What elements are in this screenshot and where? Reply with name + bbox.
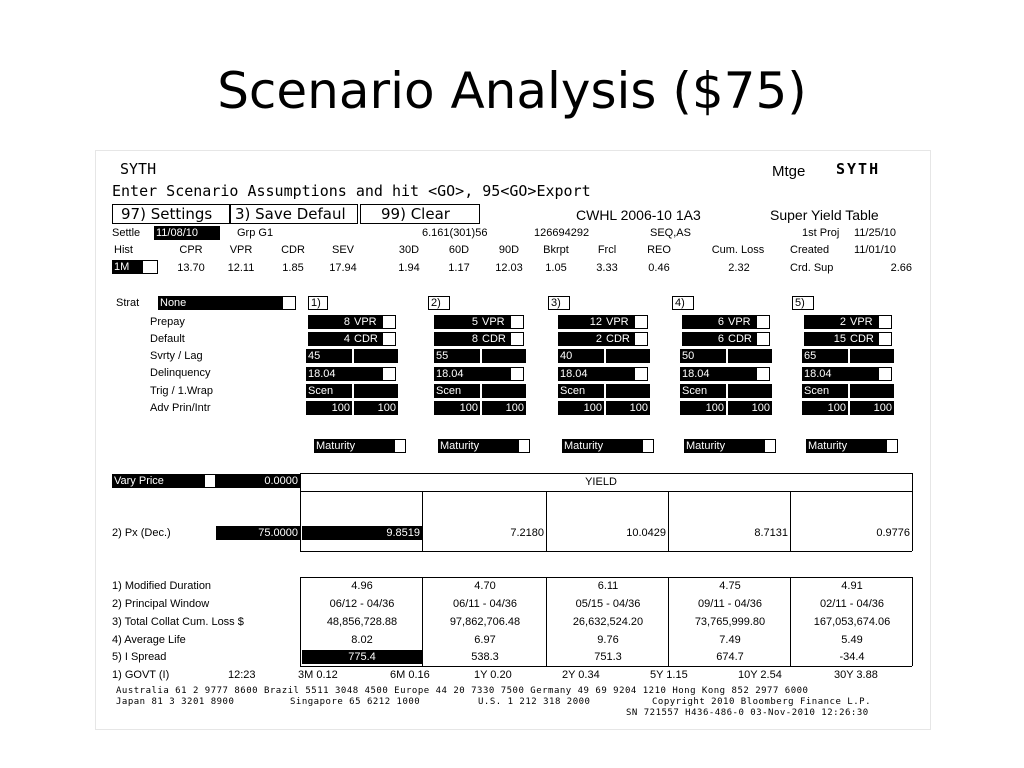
- crd-sup-label: Crd. Sup: [790, 262, 834, 274]
- metric-value: 26,632,524.20: [572, 616, 644, 628]
- clear-button[interactable]: 99) Clear: [360, 204, 480, 224]
- hist-value: 12.11: [227, 262, 255, 274]
- metric-value: 02/11 - 04/36: [819, 598, 884, 610]
- metric-value: 09/11 - 04/36: [697, 598, 762, 610]
- metrics-grid-line: [300, 577, 301, 666]
- row-label-default: Default: [150, 333, 185, 345]
- scenario-5-default-dropdown[interactable]: [878, 332, 892, 346]
- scenario-3-number[interactable]: 3): [548, 296, 570, 310]
- scenario-4-default-dropdown[interactable]: [756, 332, 770, 346]
- scenario-4-number[interactable]: 4): [672, 296, 694, 310]
- govt-point: 30Y 3.88: [834, 669, 878, 681]
- deal-name: CWHL 2006-10 1A3: [576, 207, 701, 223]
- scenario-3-default-unit[interactable]: CDR: [604, 332, 634, 346]
- metric-value: 4.96: [351, 580, 373, 592]
- scenario-5-trigger[interactable]: Scen: [802, 384, 848, 398]
- created-date: 11/01/10: [854, 244, 897, 256]
- scenario-4-default-unit[interactable]: CDR: [726, 332, 756, 346]
- scenario-1-trigger[interactable]: Scen: [306, 384, 352, 398]
- hist-period-dropdown[interactable]: [142, 260, 158, 274]
- hist-header: CPR: [179, 244, 203, 256]
- field-a: 6.161(301)56: [422, 227, 488, 239]
- hist-value: 12.03: [495, 262, 523, 274]
- metric-value: 06/12 - 04/36: [329, 598, 395, 610]
- yield-value-scenario-5: 0.9776: [876, 527, 910, 539]
- scenario-2-adv-intr[interactable]: 100: [482, 401, 526, 415]
- metric-value: 6.11: [597, 580, 619, 592]
- metric-value: 4.91: [841, 580, 863, 592]
- scenario-5-delinquency[interactable]: 18.04: [802, 367, 878, 381]
- hist-value: 1.05: [545, 262, 567, 274]
- scenario-3-default[interactable]: 2: [558, 332, 604, 346]
- hist-value: 13.70: [177, 262, 205, 274]
- hist-value: 1.94: [398, 262, 420, 274]
- metric-value: 48,856,728.88: [326, 616, 398, 628]
- footer-contacts: Australia 61 2 9777 8600 Brazil 5511 3048 4500 Europe 44 20 7330 7500 Germany 49 69 9204 1210 Hong Kong 852 2977 6000: [116, 686, 809, 696]
- scenario-2-lag[interactable]: [482, 349, 526, 363]
- hist-value: 17.94: [329, 262, 357, 274]
- scenario-5-maturity-dropdown[interactable]: [886, 439, 898, 453]
- yield-grid-line: [546, 491, 547, 551]
- govt-point: 10Y 2.54: [738, 669, 782, 681]
- crd-sup-value: 2.66: [890, 262, 912, 274]
- footer-serial: SN 721557 H436-486-0 03-Nov-2010 12:26:30: [626, 708, 869, 718]
- metric-label[interactable]: 2) Principal Window: [112, 598, 210, 610]
- metric-value: 4.75: [719, 580, 741, 592]
- scenario-5-default[interactable]: 15: [804, 332, 848, 346]
- yield-grid-line: [300, 551, 912, 552]
- scenario-1-wrap[interactable]: [354, 384, 398, 398]
- scenario-2-delinquency[interactable]: 18.04: [434, 367, 510, 381]
- yield-grid-line: [668, 491, 669, 551]
- hist-value: 3.33: [596, 262, 618, 274]
- metric-label[interactable]: 1) Modified Duration: [112, 580, 212, 592]
- scenario-1-number[interactable]: 1): [308, 296, 328, 310]
- govt-point: 3M 0.12: [298, 669, 338, 681]
- price-label: 2) Px (Dec.): [112, 527, 171, 539]
- scenario-3-default-dropdown[interactable]: [634, 332, 648, 346]
- govt-label[interactable]: 1) GOVT (I): [112, 669, 170, 681]
- hist-period-field[interactable]: 1M: [112, 260, 142, 274]
- yield-header: YIELD: [585, 476, 617, 488]
- metrics-grid-line: [546, 577, 547, 666]
- metric-value: -34.4: [839, 651, 865, 663]
- save-default-button[interactable]: 3) Save Defaul: [230, 204, 358, 224]
- scenario-4-lag[interactable]: [728, 349, 772, 363]
- scenario-4-maturity-dropdown[interactable]: [764, 439, 776, 453]
- hist-header: 60D: [448, 244, 470, 256]
- instruction-text: Enter Scenario Assumptions and hit <GO>, 95<GO>Export: [112, 182, 591, 200]
- scenario-2-maturity[interactable]: Maturity: [438, 439, 518, 453]
- field-c: SEQ,AS: [650, 227, 691, 239]
- strat-dropdown-arrow[interactable]: [282, 296, 296, 310]
- yield-grid-line: [912, 473, 913, 551]
- scenario-5-prepay[interactable]: 2: [804, 315, 848, 329]
- metric-label[interactable]: 3) Total Collat Cum. Loss $: [112, 616, 244, 628]
- yield-grid-line: [422, 491, 423, 551]
- scenario-1-severity[interactable]: 45: [306, 349, 352, 363]
- scenario-4-trigger[interactable]: Scen: [680, 384, 726, 398]
- scenario-2-default-unit[interactable]: CDR: [480, 332, 510, 346]
- scenario-2-trigger[interactable]: Scen: [434, 384, 480, 398]
- yield-value-scenario-3: 10.0429: [626, 527, 666, 539]
- price-input[interactable]: 75.0000: [216, 526, 300, 540]
- mtge-ticker: SYTH: [836, 160, 881, 178]
- scenario-1-maturity[interactable]: Maturity: [314, 439, 394, 453]
- metric-value: 674.7: [716, 651, 744, 663]
- scenario-3-maturity-dropdown[interactable]: [642, 439, 654, 453]
- hist-header: Cum. Loss: [711, 244, 765, 256]
- scenario-4-prepay[interactable]: 6: [682, 315, 726, 329]
- scenario-1-default[interactable]: 4: [308, 332, 352, 346]
- metric-value: 5.49: [841, 634, 863, 646]
- govt-point: 1Y 0.20: [474, 669, 512, 681]
- hist-value: 0.46: [648, 262, 670, 274]
- scenario-5-wrap[interactable]: [850, 384, 894, 398]
- first-proj-date: 11/25/10: [854, 227, 897, 239]
- row-label-severity: Svrty / Lag: [150, 350, 203, 362]
- scenario-5-lag[interactable]: [850, 349, 894, 363]
- settle-label: Settle: [112, 227, 141, 239]
- footer-contacts: U.S. 1 212 318 2000: [478, 697, 591, 707]
- metrics-grid-line: [300, 577, 912, 578]
- scenario-1-prepay[interactable]: 8: [308, 315, 352, 329]
- slide-title: Scenario Analysis ($75): [217, 62, 807, 120]
- scenario-3-delinquency-dropdown[interactable]: [634, 367, 648, 381]
- metric-value: 6.97: [474, 634, 496, 646]
- scenario-2-default[interactable]: 8: [434, 332, 480, 346]
- security-ticker: SYTH: [120, 160, 157, 178]
- scenario-5-severity[interactable]: 65: [802, 349, 848, 363]
- group-field: Grp G1: [237, 227, 274, 239]
- yield-grid-line: [300, 473, 912, 474]
- scenario-2-prepay-unit[interactable]: VPR: [480, 315, 510, 329]
- vary-price-dropdown-arrow[interactable]: [204, 474, 216, 488]
- metrics-grid-line: [300, 666, 912, 667]
- metric-value: 538.3: [471, 651, 499, 663]
- metric-value: 7.49: [719, 634, 741, 646]
- scenario-2-delinquency-dropdown[interactable]: [510, 367, 524, 381]
- scenario-3-maturity[interactable]: Maturity: [562, 439, 642, 453]
- hist-header: Bkrpt: [543, 244, 569, 256]
- metrics-grid-line: [912, 577, 913, 666]
- scenario-1-delinquency[interactable]: 18.04: [306, 367, 382, 381]
- metrics-grid-line: [790, 577, 791, 666]
- mtge-label: Mtge: [772, 163, 806, 180]
- hist-header: VPR: [229, 244, 253, 256]
- hist-header: 90D: [498, 244, 520, 256]
- field-b: 126694292: [534, 227, 590, 239]
- scenario-2-maturity-dropdown[interactable]: [518, 439, 530, 453]
- metric-label[interactable]: 5) I Spread: [112, 651, 167, 663]
- hist-header: SEV: [331, 244, 354, 256]
- hist-header: REO: [647, 244, 671, 256]
- settings-button[interactable]: 97) Settings: [112, 204, 230, 224]
- scenario-2-severity[interactable]: 55: [434, 349, 480, 363]
- scenario-4-delinquency[interactable]: 18.04: [680, 367, 756, 381]
- scenario-5-number[interactable]: 5): [792, 296, 814, 310]
- metric-value: 775.4: [302, 650, 422, 664]
- scenario-4-wrap[interactable]: [728, 384, 772, 398]
- vary-price-value[interactable]: 0.0000: [216, 474, 300, 488]
- yield-value-scenario-1: 9.8519: [302, 526, 422, 540]
- scenario-4-adv-intr[interactable]: 100: [728, 401, 772, 415]
- row-label-advance: Adv Prin/Intr: [150, 402, 211, 414]
- row-label-trigger: Trig / 1.Wrap: [150, 385, 213, 397]
- govt-point: 2Y 0.34: [562, 669, 600, 681]
- scenario-4-delinquency-dropdown[interactable]: [756, 367, 770, 381]
- scenario-4-maturity[interactable]: Maturity: [684, 439, 764, 453]
- metric-value: 751.3: [594, 651, 622, 663]
- scenario-3-prepay-unit[interactable]: VPR: [604, 315, 634, 329]
- metrics-grid-line: [422, 577, 423, 666]
- bloomberg-terminal-screen: [95, 150, 931, 730]
- table-name: Super Yield Table: [770, 207, 879, 223]
- row-label-delinquency: Delinquency: [150, 367, 211, 379]
- metric-value: 05/15 - 04/36: [575, 598, 641, 610]
- govt-point: 5Y 1.15: [650, 669, 688, 681]
- yield-grid-line: [790, 491, 791, 551]
- yield-grid-line: [300, 473, 301, 551]
- scenario-3-lag[interactable]: [606, 349, 650, 363]
- scenario-3-prepay-dropdown[interactable]: [634, 315, 648, 329]
- scenario-2-wrap[interactable]: [482, 384, 526, 398]
- vary-price-dropdown[interactable]: Vary Price: [112, 474, 204, 488]
- scenario-1-delinquency-dropdown[interactable]: [382, 367, 396, 381]
- scenario-3-severity[interactable]: 40: [558, 349, 604, 363]
- scenario-1-default-unit[interactable]: CDR: [352, 332, 382, 346]
- metric-label[interactable]: 4) Average Life: [112, 634, 186, 646]
- scenario-3-adv-intr[interactable]: 100: [606, 401, 650, 415]
- scenario-4-prepay-dropdown[interactable]: [756, 315, 770, 329]
- yield-grid-line: [300, 491, 912, 492]
- scenario-1-maturity-dropdown[interactable]: [394, 439, 406, 453]
- footer-contacts: Japan 81 3 3201 8900: [116, 697, 235, 707]
- scenario-4-default[interactable]: 6: [682, 332, 726, 346]
- hist-value: 2.32: [728, 262, 750, 274]
- scenario-4-adv-prin[interactable]: 100: [680, 401, 726, 415]
- scenario-3-trigger[interactable]: Scen: [558, 384, 604, 398]
- hist-header: Hist: [114, 244, 133, 256]
- scenario-2-default-dropdown[interactable]: [510, 332, 524, 346]
- scenario-5-default-unit[interactable]: CDR: [848, 332, 878, 346]
- scenario-3-prepay[interactable]: 12: [558, 315, 604, 329]
- metric-value: 73,765,999.80: [694, 616, 766, 628]
- scenario-5-adv-intr[interactable]: 100: [850, 401, 894, 415]
- scenario-1-adv-prin[interactable]: 100: [306, 401, 352, 415]
- scenario-4-severity[interactable]: 50: [680, 349, 726, 363]
- scenario-5-prepay-unit[interactable]: VPR: [848, 315, 878, 329]
- scenario-1-prepay-dropdown[interactable]: [382, 315, 396, 329]
- metrics-grid-line: [668, 577, 669, 666]
- scenario-5-maturity[interactable]: Maturity: [806, 439, 886, 453]
- scenario-5-adv-prin[interactable]: 100: [802, 401, 848, 415]
- scenario-2-number[interactable]: 2): [428, 296, 450, 310]
- strat-dropdown[interactable]: None: [158, 296, 282, 310]
- scenario-5-delinquency-dropdown[interactable]: [878, 367, 892, 381]
- hist-header: Frcl: [597, 244, 617, 256]
- scenario-1-adv-intr[interactable]: 100: [354, 401, 398, 415]
- metric-value: 97,862,706.48: [449, 616, 521, 628]
- scenario-2-prepay-dropdown[interactable]: [510, 315, 524, 329]
- scenario-3-wrap[interactable]: [606, 384, 650, 398]
- settle-date-field[interactable]: 11/08/10: [154, 226, 220, 240]
- first-proj-label: 1st Proj: [802, 227, 840, 239]
- hist-value: 1.17: [448, 262, 470, 274]
- scenario-2-adv-prin[interactable]: 100: [434, 401, 480, 415]
- scenario-2-prepay[interactable]: 5: [434, 315, 480, 329]
- scenario-4-prepay-unit[interactable]: VPR: [726, 315, 756, 329]
- strat-label: Strat: [116, 297, 140, 309]
- govt-time: 12:23: [228, 669, 256, 681]
- metric-value: 8.02: [351, 634, 373, 646]
- scenario-3-adv-prin[interactable]: 100: [558, 401, 604, 415]
- metric-value: 4.70: [474, 580, 496, 592]
- scenario-1-lag[interactable]: [354, 349, 398, 363]
- yield-value-scenario-4: 8.7131: [754, 527, 788, 539]
- metric-value: 167,053,674.06: [813, 616, 891, 628]
- yield-value-scenario-2: 7.2180: [510, 527, 544, 539]
- scenario-1-prepay-unit[interactable]: VPR: [352, 315, 382, 329]
- metric-value: 06/11 - 04/36: [452, 598, 517, 610]
- hist-header: Created: [790, 244, 830, 256]
- row-label-prepay: Prepay: [150, 316, 185, 328]
- footer-copyright: Copyright 2010 Bloomberg Finance L.P.: [652, 697, 871, 707]
- hist-value: 1.85: [282, 262, 304, 274]
- metric-value: 9.76: [597, 634, 619, 646]
- scenario-5-prepay-dropdown[interactable]: [878, 315, 892, 329]
- govt-point: 6M 0.16: [390, 669, 430, 681]
- scenario-1-default-dropdown[interactable]: [382, 332, 396, 346]
- footer-contacts: Singapore 65 6212 1000: [290, 697, 421, 707]
- hist-header: CDR: [281, 244, 305, 256]
- hist-header: 30D: [398, 244, 420, 256]
- scenario-3-delinquency[interactable]: 18.04: [558, 367, 634, 381]
